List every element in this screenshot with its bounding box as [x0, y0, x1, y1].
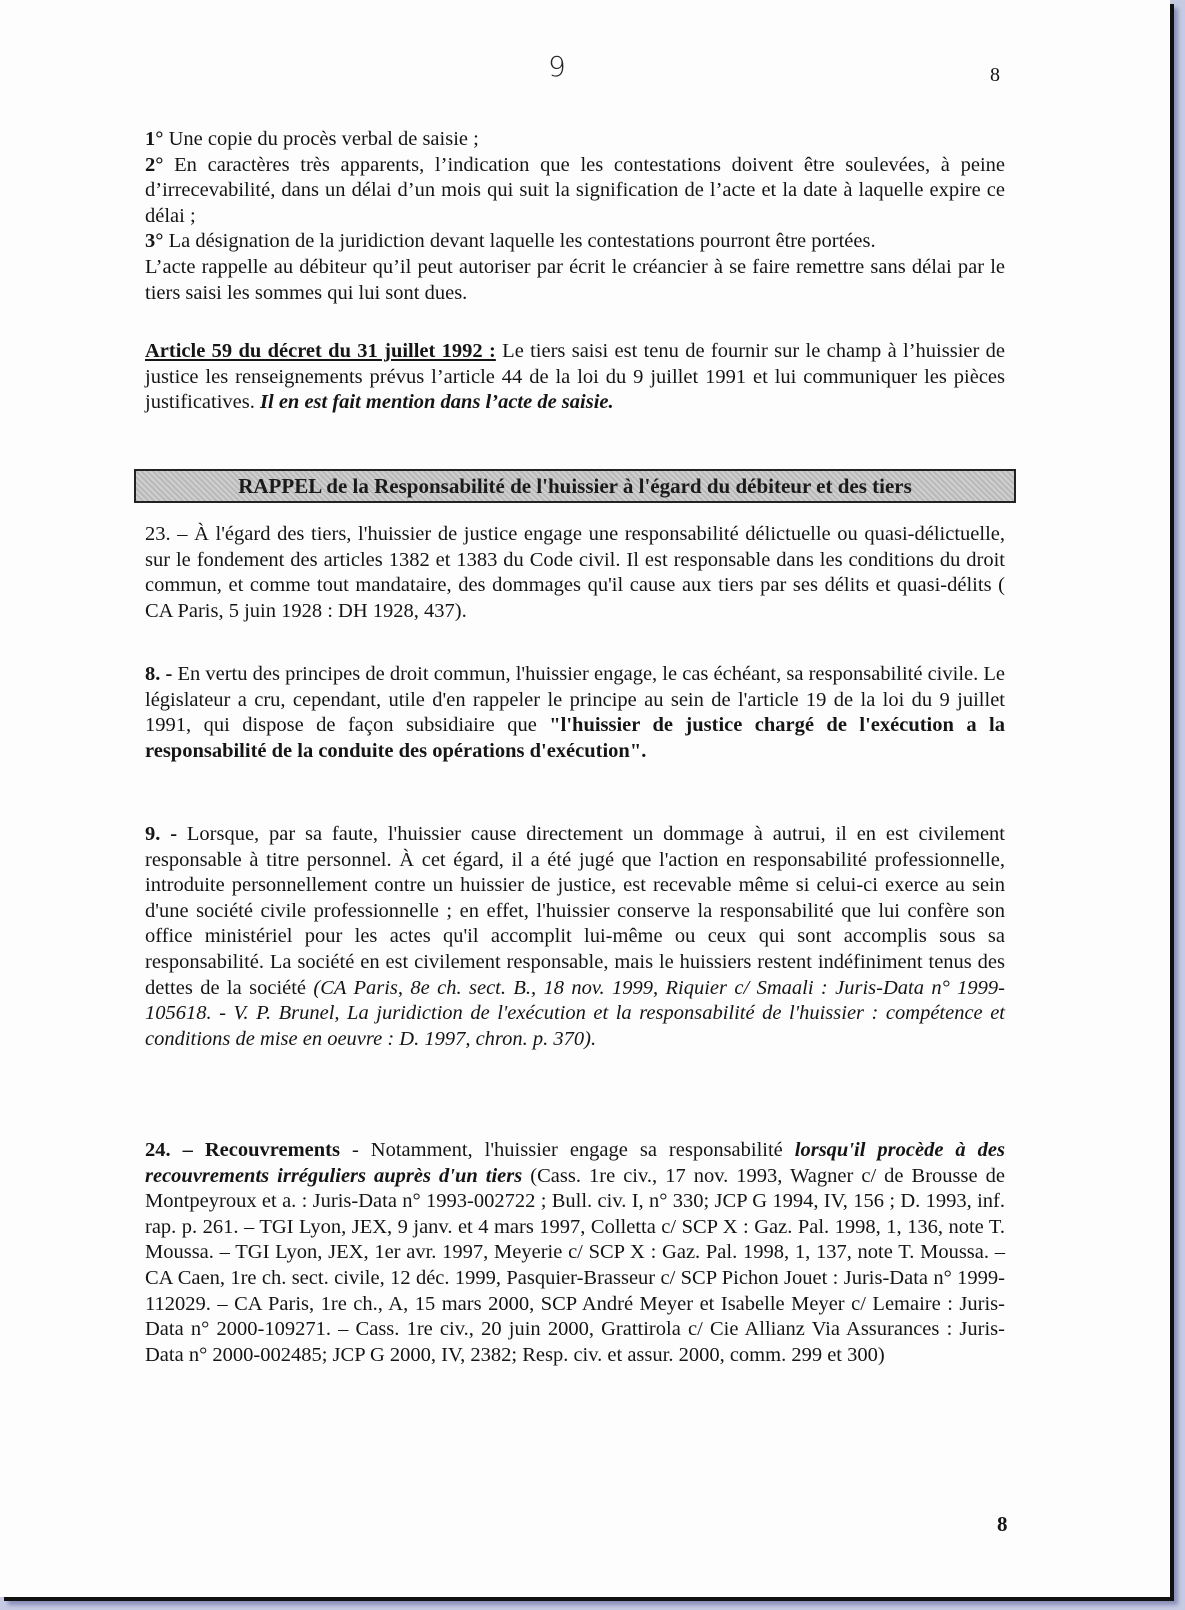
- section-quote: "l'huissier de justice chargé de l'exécution a la responsabilité de la conduite des opérations d'exécution".: [145, 714, 1005, 762]
- list-item: [145, 127, 1005, 153]
- section-text: Lorsque, par sa faute, l'huissier cause directement un dommage à autrui, il en est civilement responsable à titre personnel. À cet égard, il a été jugé que l'action en responsabilité professionnelle, introduite personnellement contre un huissier de justice, est recevable même si celui-ci exerce au sein d'une société civile professionnelle ; en effet, l'huissier conserve la responsabilité que lui confère son office ministériel pour les actes qu'il accomplit lui-même ou ceux qui sont accomplis sous sa responsabilité. La société en est civilement responsable, mais le huissiers restent indéfiniment tenus des dettes de la société: [145, 823, 1006, 999]
- item-text: En caractères très apparents, l’indication que les contestations doivent être soulevées, à peine d’irrecevabilité, dans un délai d’un mois qui suit la signification de l’acte et la date à laquelle expire ce délai ;: [145, 153, 1005, 227]
- article-heading: Article 59 du décret du 31 juillet 1992 :: [145, 340, 496, 362]
- article-emphasis: Il en est fait mention dans l’acte de saisie.: [260, 391, 614, 414]
- top-page-number: 8: [990, 64, 1000, 86]
- closing-paragraph: L’acte rappelle au débiteur qu’il peut autoriser par écrit le créancier à se faire remettre sans délai par le tiers saisi les sommes qui lui sont dues.: [145, 255, 1005, 304]
- item-text: Une copie du procès verbal de saisie ;: [163, 128, 479, 150]
- section-text: 23. – À l'égard des tiers, l'huissier de justice engage une responsabilité délictuelle ou quasi-délictuelle, sur le fondement des articles 1382 et 1383 du Code civil. Il est responsable dans les conditions du droit commun, et comme tout mandataire, des dommages qu'il cause aux tiers par ses délits et quasi-délits ( CA Paris, 5 juin 1928 : DH 1928, 437).: [145, 523, 1005, 622]
- intro-list: [145, 127, 1005, 306]
- section-citations: (Cass. 1re civ., 17 nov. 1993, Wagner c/ de Brousse de Montpeyroux et a. : Juris-Data n° 1993-002722 ; Bull. civ. I, n° 330; JCP G 1994, IV, 156 ; D. 1993, inf. rap. p. 261. – TGI Lyon, JEX, 9 janv. et 4 mars 1997, Colletta c/ SCP X : Gaz. Pal. 1998, 1, 136, note T. Moussa. – TGI Lyon, JEX, 1er avr. 1997, Meyerie c/ SCP X : Gaz. Pal. 1998, 1, 137, note T. Moussa. – CA Caen, 1re ch. sect. civile, 12 déc. 1999, Pasquier-Brasseur c/ SCP Pichon Jouet : Juris-Data n° 1999-112029. – CA Paris, 1re ch., A, 15 mars 2000, SCP André Meyer et Isabelle Meyer c/ Lemaire : Juris-Data n° 2000-109271. – Cass. 1re civ., 20 juin 2000, Grattirola c/ Cie Allianz Via Assurances : Juris-Data n° 2000-002485; JCP G 2000, IV, 2382; Resp. civ. et assur. 2000, comm. 299 et 300): [145, 1164, 1005, 1366]
- bottom-page-number: 8: [997, 1512, 1008, 1536]
- section-24: [145, 1138, 1005, 1368]
- article-text: Le tiers saisi est tenu de fournir sur le champ à l’huissier de justice les renseignements prévus l’article 44 de la loi du 9 juillet 1991 et lui communiquer les pièces justificatives.: [145, 340, 1005, 414]
- item-number: 2°: [145, 153, 164, 176]
- handwritten-page-number: 9: [548, 50, 566, 83]
- section-number: 8. -: [145, 663, 173, 685]
- article-59-paragraph: [145, 339, 1005, 416]
- item-number: 3°: [145, 230, 164, 253]
- section-text: En vertu des principes de droit commun, l'huissier engage, le cas échéant, sa responsabilité civile. Le législateur a cru, cependant, utile d'en rappeler le principe au sein de l'article 19 de la loi du 9 juillet 1991, qui dispose de façon subsidiaire que: [145, 663, 1005, 737]
- item-text: La désignation de la juridiction devant laquelle les contestations pourront être portées.: [163, 230, 876, 253]
- section-banner: RAPPEL de la Responsabilité de l'huissier à l'égard du débiteur et des tiers: [134, 469, 1016, 503]
- item-number: 1°: [145, 128, 164, 150]
- section-number: 9. -: [145, 823, 178, 845]
- list-item: [145, 229, 1005, 255]
- section-8: [145, 662, 1005, 764]
- section-9: [145, 822, 1005, 1052]
- section-citation: (CA Paris, 8e ch. sect. B., 18 nov. 1999, Riquier c/ Smaali : Juris-Data n° 1999-105618. - V. P. Brunel, La juridiction de l'exécution et la responsabilité de l'huissier : compétence et conditions de mise en oeuvre : D. 1997, chron. p. 370).: [145, 976, 1005, 1050]
- section-23: [145, 522, 1005, 624]
- section-emphasis: lorsqu'il procède à des recouvrements irréguliers auprès d'un tiers: [145, 1139, 1005, 1187]
- section-text: - Notamment, l'huissier engage sa responsabilité: [339, 1139, 795, 1161]
- section-number: 24. – Recouvrements: [145, 1139, 340, 1161]
- list-item: [145, 153, 1005, 230]
